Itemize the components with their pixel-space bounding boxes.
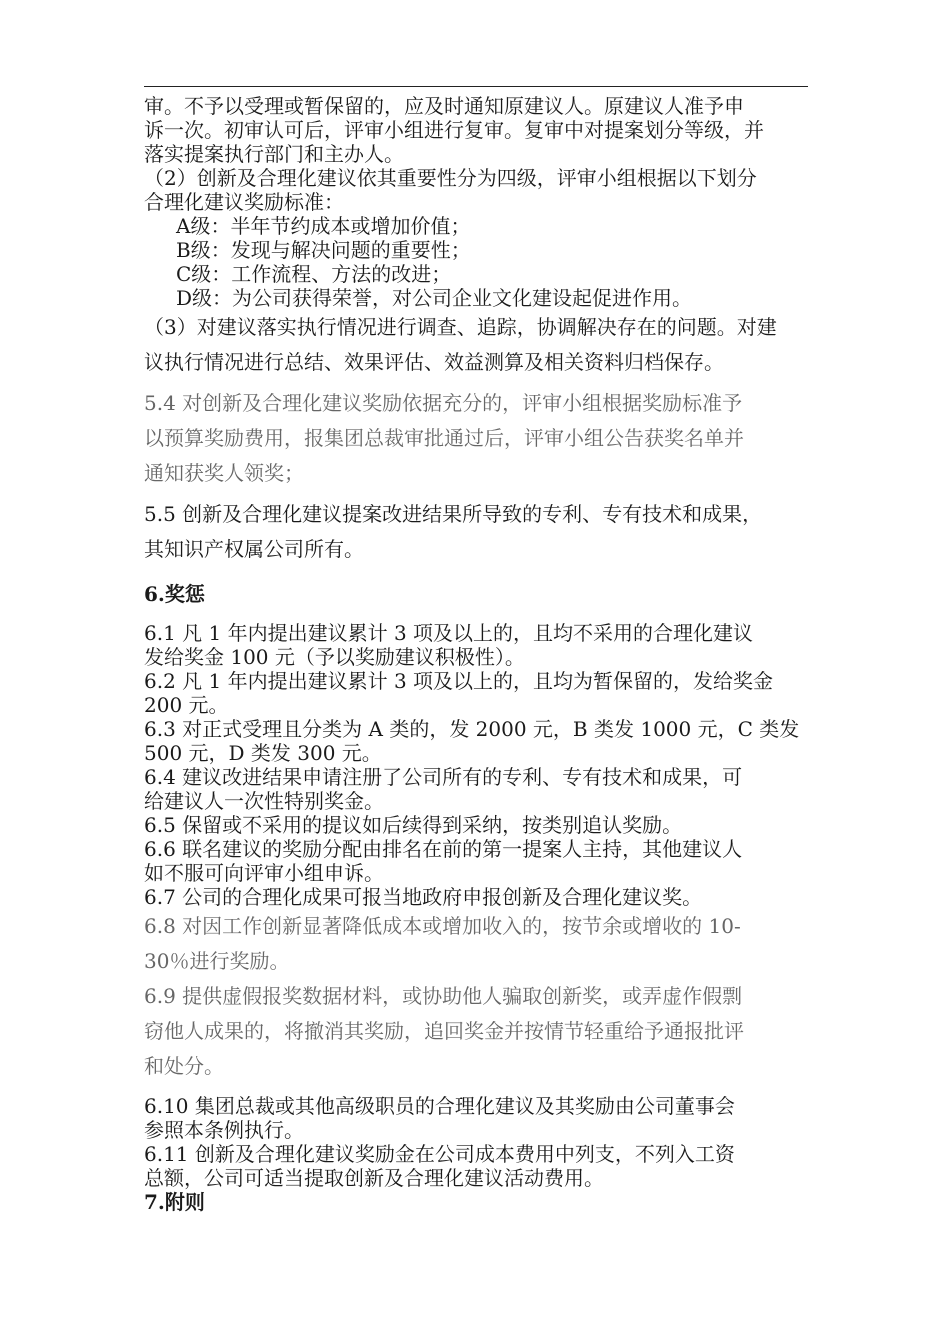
section-6-11-line: 6.11 创新及合理化建议奖励金在公司成本费用中列支，不列入工资 xyxy=(144,1142,735,1166)
section-5-4-line: 以预算奖励费用，报集团总裁审批通过后，评审小组公告获奖名单并 xyxy=(144,426,744,450)
section-5-4-line: 通知获奖人领奖； xyxy=(144,461,304,485)
section-6-5-line: 6.5 保留或不采用的提议如后续得到采纳，按类别追认奖励。 xyxy=(144,813,683,837)
paragraph-line: 合理化建议奖励标准： xyxy=(144,190,344,214)
section-6-8-line: 6.8 对因工作创新显著降低成本或增加收入的，按节余或增收的 10- xyxy=(144,914,741,938)
section-5-4-line: 5.4 对创新及合理化建议奖励依据充分的，评审小组根据奖励标准予 xyxy=(144,391,743,415)
header-rule xyxy=(144,86,808,87)
grade-d-item: D级：为公司获得荣誉，对公司企业文化建设起促进作用。 xyxy=(176,286,693,310)
document-body xyxy=(144,94,812,1214)
section-6-6-line: 6.6 联名建议的奖励分配由排名在前的第一提案人主持，其他建议人 xyxy=(144,837,743,861)
section-6-9-line: 窃他人成果的，将撤消其奖励，追回奖金并按情节轻重给予通报批评 xyxy=(144,1019,744,1043)
section-5-5-line: 其知识产权属公司所有。 xyxy=(144,537,364,561)
paragraph-line: （3）对建议落实执行情况进行调查、追踪，协调解决存在的问题。对建 xyxy=(144,315,777,339)
section-6-6-line: 如不服可向评审小组申诉。 xyxy=(144,861,384,885)
section-6-3-line: 6.3 对正式受理且分类为 A 类的，发 2000 元，B 类发 1000 元，C 类发 xyxy=(144,717,800,741)
section-7-heading: 7.附则 xyxy=(144,1190,205,1214)
section-6-10-line: 6.10 集团总裁或其他高级职员的合理化建议及其奖励由公司董事会 xyxy=(144,1094,735,1118)
section-6-10-line: 参照本条例执行。 xyxy=(144,1118,304,1142)
section-6-4-line: 给建议人一次性特别奖金。 xyxy=(144,789,384,813)
section-6-9-line: 6.9 提供虚假报奖数据材料，或协助他人骗取创新奖，或弄虚作假剽 xyxy=(144,984,743,1008)
section-6-2-line: 6.2 凡 1 年内提出建议累计 3 项及以上的，且均为暂保留的，发给奖金 xyxy=(144,669,774,693)
section-6-heading: 6.奖惩 xyxy=(144,582,205,606)
paragraph-line: 审。不予以受理或暂保留的，应及时通知原建议人。原建议人准予申 xyxy=(144,94,744,118)
grade-c-item: C级：工作流程、方法的改进； xyxy=(176,262,452,286)
paragraph-line: 落实提案执行部门和主办人。 xyxy=(144,142,404,166)
section-6-3-line: 500 元，D 类发 300 元。 xyxy=(144,741,382,765)
section-6-7-line: 6.7 公司的合理化成果可报当地政府申报创新及合理化建议奖。 xyxy=(144,885,703,909)
section-6-2-line: 200 元。 xyxy=(144,693,229,717)
grade-a-item: A级：半年节约成本或增加价值； xyxy=(176,214,471,238)
section-6-1-line: 发给奖金 100 元（予以奖励建议积极性）。 xyxy=(144,645,525,669)
grade-b-item: B级：发现与解决问题的重要性； xyxy=(176,238,471,262)
section-6-4-line: 6.4 建议改进结果申请注册了公司所有的专利、专有技术和成果，可 xyxy=(144,765,743,789)
section-6-9-line: 和处分。 xyxy=(144,1054,224,1078)
paragraph-line: 议执行情况进行总结、效果评估、效益测算及相关资料归档保存。 xyxy=(144,350,724,374)
section-6-11-line: 总额，公司可适当提取创新及合理化建议活动费用。 xyxy=(144,1166,604,1190)
section-6-8-line: 30％进行奖励。 xyxy=(144,949,290,973)
paragraph-line: 诉一次。初审认可后，评审小组进行复审。复审中对提案划分等级，并 xyxy=(144,118,764,142)
section-5-5-line: 5.5 创新及合理化建议提案改进结果所导致的专利、专有技术和成果， xyxy=(144,502,763,526)
section-6-1-line: 6.1 凡 1 年内提出建议累计 3 项及以上的，且均不采用的合理化建议 xyxy=(144,621,754,645)
paragraph-line: （2）创新及合理化建议依其重要性分为四级，评审小组根据以下划分 xyxy=(144,166,757,190)
